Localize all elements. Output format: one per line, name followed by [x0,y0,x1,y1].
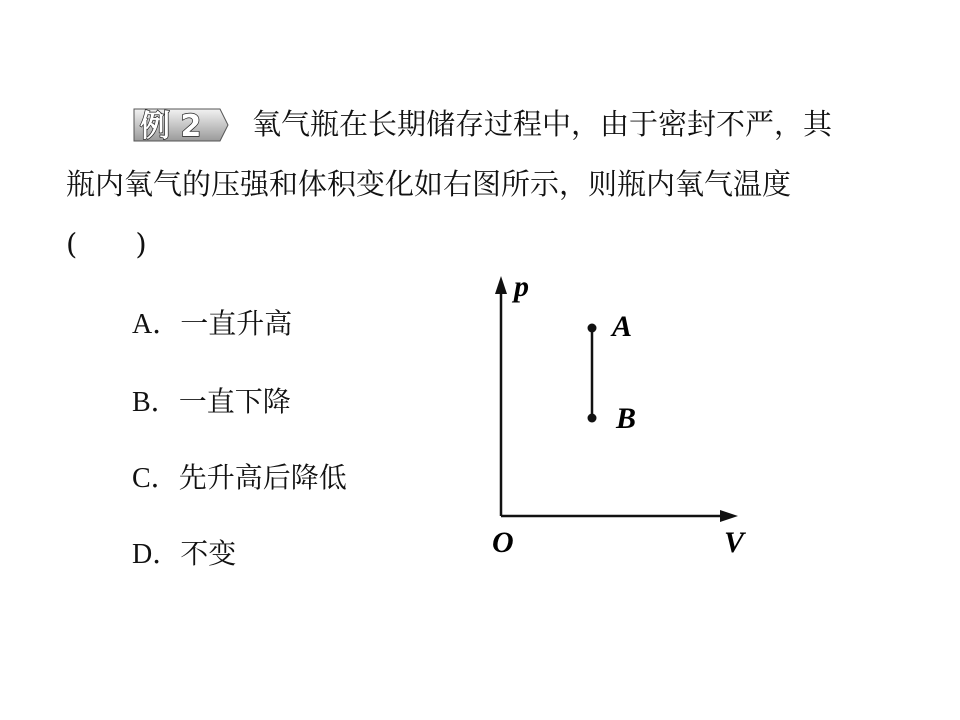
x-axis-label: V [724,526,745,559]
origin-label: O [492,526,514,559]
option-c-text: 先升高后降低 [178,461,347,494]
option-b-letter: B． [132,387,179,418]
question-line-1: 氧气瓶在长期储存过程中，由于密封不严，其 [252,107,833,141]
question-line-2: 瓶内氧气的压强和体积变化如右图所示，则瓶内氧气温度 [66,167,792,201]
option-b-text: 一直下降 [178,385,291,418]
option-a[interactable] [132,302,292,342]
option-d-text: 不变 [180,537,237,570]
point-a-label: A [612,310,633,343]
point-b-label: B [616,402,637,435]
option-a-letter: A． [132,309,181,340]
example-badge-label: 例 2 [140,109,202,144]
point-a [588,324,597,333]
y-axis-arrow [495,276,507,294]
option-d[interactable] [132,532,236,572]
x-axis-arrow [720,510,738,522]
example-badge [128,103,232,147]
option-a-text: 一直升高 [180,307,293,340]
option-b[interactable] [132,380,291,420]
option-d-letter: D． [132,539,181,570]
option-c-letter: C． [132,463,179,494]
question-line-3: ( ) [66,227,147,261]
y-axis-label: p [514,270,529,303]
option-c[interactable] [132,456,347,496]
point-b [588,414,597,423]
pv-diagram [478,262,768,572]
